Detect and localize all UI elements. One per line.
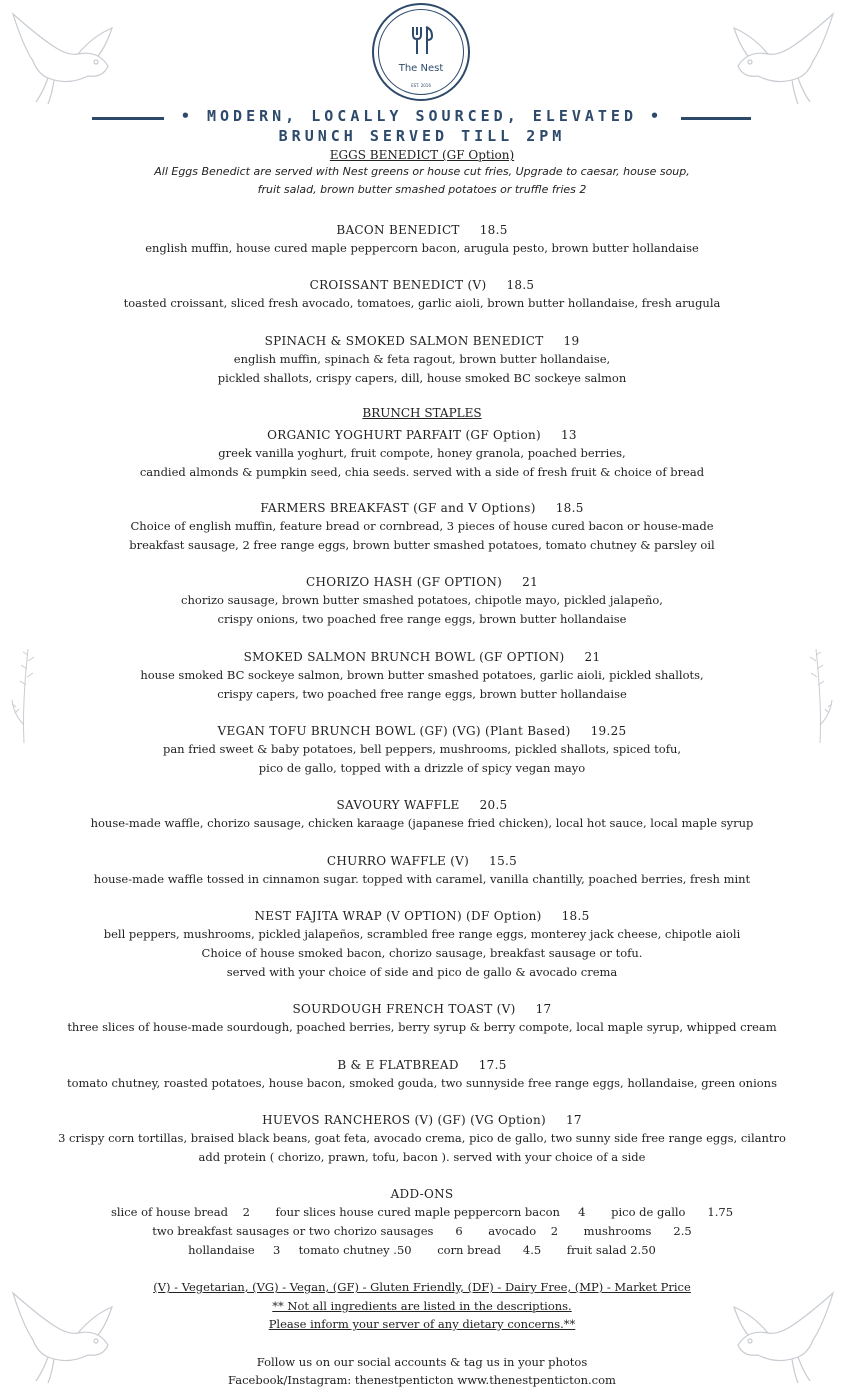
social-handles: Facebook/Instagram: thenestpenticton www.thenestpenticton.com	[228, 1373, 616, 1387]
item-price: 18.5	[561, 909, 590, 923]
item-description: crispy capers, two poached free range eggs, brown butter hollandaise	[217, 687, 627, 701]
menu-item-smoked-salmon-bowl	[0, 648, 844, 704]
item-price: 19	[563, 334, 580, 348]
item-description: pan fried sweet & baby potatoes, bell peppers, mushrooms, pickled shallots, spiced tofu,	[162, 742, 682, 756]
item-price: 21	[584, 650, 601, 664]
item-name: CROISSANT BENEDICT (V)	[309, 278, 487, 292]
fork-knife-icon	[410, 25, 434, 55]
item-price: 21	[522, 575, 539, 589]
item-description: english muffin, house cured maple peppercorn bacon, arugula pesto, brown butter hollandaise	[145, 241, 699, 255]
item-description: house smoked BC sockeye salmon, brown butter smashed potatoes, garlic aioli, pickled shallots,	[140, 668, 704, 682]
item-description: served with your choice of side and pico de gallo & avocado crema	[226, 965, 618, 979]
menu-item-bacon-benedict	[0, 221, 844, 258]
logo-est: EST. 2016	[411, 83, 431, 88]
menu-item-be-flatbread	[0, 1056, 844, 1093]
item-price: 17	[565, 1113, 582, 1127]
item-description: toasted croissant, sliced fresh avocado, tomatoes, garlic aioli, brown butter hollandaise, fresh arugula	[123, 296, 721, 310]
item-name: SMOKED SALMON BRUNCH BOWL (GF OPTION)	[243, 650, 565, 664]
section-title-add-ons: ADD-ONS	[390, 1187, 454, 1201]
menu-item-churro-waffle	[0, 852, 844, 889]
social-follow-text: Follow us on our social accounts & tag us in your photos	[256, 1355, 588, 1369]
item-description: greek vanilla yoghurt, fruit compote, honey granola, poached berries,	[218, 446, 626, 460]
restaurant-logo	[372, 3, 470, 101]
item-price: 18.5	[555, 501, 584, 515]
item-description: english muffin, spinach & feta ragout, brown butter hollandaise,	[233, 352, 611, 366]
item-description: candied almonds & pumpkin seed, chia seeds. served with a side of fresh fruit & choice of bread	[139, 465, 705, 479]
item-name: VEGAN TOFU BRUNCH BOWL (GF) (VG) (Plant Based)	[217, 724, 571, 738]
benedict-intro-line2: fruit salad, brown butter smashed potatoes or truffle fries 2	[257, 183, 587, 196]
menu-item-croissant-benedict	[0, 276, 844, 313]
item-description: Choice of house smoked bacon, chorizo sausage, breakfast sausage or tofu.	[201, 946, 643, 960]
item-description: chorizo sausage, brown butter smashed potatoes, chipotle mayo, pickled jalapeño,	[181, 593, 663, 607]
dietary-legend: (V) - Vegetarian, (VG) - Vegan, (GF) - Gluten Friendly, (DF) - Dairy Free, (MP) - Market Price	[153, 1280, 691, 1294]
item-description: breakfast sausage, 2 free range eggs, brown butter smashed potatoes, tomato chutney & parsley oil	[129, 538, 715, 552]
addons-line: slice of house bread 2 four slices house cured maple peppercorn bacon 4 pico de gallo 1.75	[110, 1205, 734, 1219]
dietary-notice: Please inform your server of any dietary concerns.**	[268, 1317, 576, 1331]
logo-name: The Nest	[398, 63, 444, 74]
item-description: tomato chutney, roasted potatoes, house bacon, smoked gouda, two sunnyside free range eggs, hollandaise, green onions	[66, 1076, 777, 1090]
menu-item-vegan-tofu-bowl	[0, 722, 844, 778]
menu-item-chorizo-hash	[0, 573, 844, 629]
item-description: pickled shallots, crispy capers, dill, house smoked BC sockeye salmon	[217, 371, 627, 385]
item-price: 20.5	[479, 798, 508, 812]
item-price: 15.5	[489, 854, 518, 868]
item-description: add protein ( chorizo, prawn, tofu, bacon ). served with your choice of a side	[198, 1150, 646, 1164]
item-description: house-made waffle tossed in cinnamon sugar. topped with caramel, vanilla chantilly, poached berries, fresh mint	[93, 872, 751, 886]
item-price: 18.5	[506, 278, 535, 292]
tagline-line2: BRUNCH SERVED TILL 2PM	[278, 127, 566, 145]
item-description: three slices of house-made sourdough, poached berries, berry syrup & berry compote, local maple syrup, whipped cream	[67, 1020, 777, 1034]
item-description: bell peppers, mushrooms, pickled jalapeños, scrambled free range eggs, monterey jack cheese, chipotle aioli	[103, 927, 741, 941]
swallow-illustration-top-right	[728, 6, 838, 106]
item-price: 19.25	[590, 724, 627, 738]
benedict-intro-line1: All Eggs Benedict are served with Nest greens or house cut fries, Upgrade to caesar, house soup,	[154, 165, 690, 178]
section-title-brunch-staples: BRUNCH STAPLES	[362, 406, 482, 420]
addons-line: hollandaise 3 tomato chutney .50 corn bread 4.5 fruit salad 2.50	[188, 1243, 656, 1257]
item-description: Choice of english muffin, feature bread or cornbread, 3 pieces of house cured bacon or house-made	[130, 519, 714, 533]
ingredients-notice: ** Not all ingredients are listed in the descriptions.	[272, 1299, 572, 1313]
item-price: 17.5	[478, 1058, 507, 1072]
item-name: ORGANIC YOGHURT PARFAIT (GF Option)	[267, 428, 541, 442]
item-name: FARMERS BREAKFAST (GF and V Options)	[260, 501, 536, 515]
menu-item-sourdough-french-toast	[0, 1000, 844, 1037]
item-name: HUEVOS RANCHEROS (V) (GF) (VG Option)	[262, 1113, 546, 1127]
menu-item-nest-fajita-wrap	[0, 907, 844, 982]
item-name: B & E FLATBREAD	[337, 1058, 459, 1072]
menu-item-huevos-rancheros	[0, 1111, 844, 1167]
menu-item-yoghurt-parfait	[0, 426, 844, 482]
addons-line: two breakfast sausages or two chorizo sausages 6 avocado 2 mushrooms 2.5	[152, 1224, 692, 1238]
item-description: house-made waffle, chorizo sausage, chicken karaage (japanese fried chicken), local hot sauce, local maple syrup	[90, 816, 754, 830]
menu-item-spinach-salmon-benedict	[0, 332, 844, 388]
menu-item-farmers-breakfast	[0, 499, 844, 555]
tagline-line1: • MODERN, LOCALLY SOURCED, ELEVATED •	[180, 107, 664, 125]
item-description: 3 crispy corn tortillas, braised black beans, goat feta, avocado crema, pico de gallo, two sunny side free range eggs, cilantro	[58, 1131, 786, 1145]
swallow-illustration-top-left	[8, 6, 118, 106]
item-name: NEST FAJITA WRAP (V OPTION) (DF Option)	[254, 909, 542, 923]
item-price: 17	[535, 1002, 552, 1016]
item-name: BACON BENEDICT	[336, 223, 460, 237]
item-name: SAVOURY WAFFLE	[336, 798, 460, 812]
menu-item-savoury-waffle	[0, 796, 844, 833]
item-description: crispy onions, two poached free range eggs, brown butter hollandaise	[217, 612, 627, 626]
item-price: 18.5	[479, 223, 508, 237]
item-price: 13	[560, 428, 577, 442]
item-name: SPINACH & SMOKED SALMON BENEDICT	[264, 334, 544, 348]
item-name: CHORIZO HASH (GF OPTION)	[305, 575, 503, 589]
item-description: pico de gallo, topped with a drizzle of spicy vegan mayo	[258, 761, 586, 775]
item-name: CHURRO WAFFLE (V)	[326, 854, 470, 868]
section-title-eggs-benedict: EGGS BENEDICT (GF Option)	[329, 148, 515, 162]
item-name: SOURDOUGH FRENCH TOAST (V)	[292, 1002, 516, 1016]
